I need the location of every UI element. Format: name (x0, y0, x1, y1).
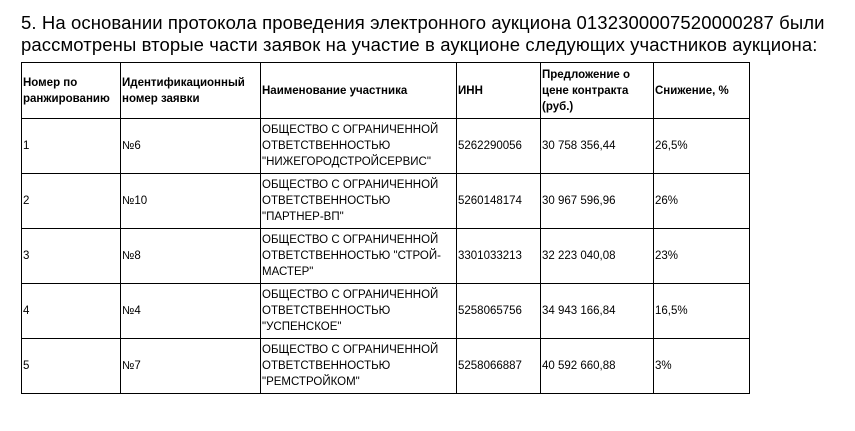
cell-inn: 5258066887 (457, 339, 541, 394)
cell-reduction: 3% (654, 339, 750, 394)
cell-id: №6 (121, 119, 261, 174)
table-row (22, 284, 750, 339)
cell-offer: 40 592 660,88 (541, 339, 654, 394)
table-row (22, 339, 750, 394)
cell-inn: 3301033213 (457, 229, 541, 284)
cell-reduction: 26% (654, 174, 750, 229)
cell-id: №4 (121, 284, 261, 339)
header-offer: Предложение о цене контракта (руб.) (541, 63, 654, 119)
table-header-row (22, 63, 750, 119)
cell-offer: 30 967 596,96 (541, 174, 654, 229)
cell-id: №10 (121, 174, 261, 229)
cell-offer: 34 943 166,84 (541, 284, 654, 339)
cell-name: ОБЩЕСТВО С ОГРАНИЧЕННОЙ ОТВЕТСТВЕННОСТЬЮ "СТРОЙ-МАСТЕР" (261, 229, 457, 284)
cell-name: ОБЩЕСТВО С ОГРАНИЧЕННОЙ ОТВЕТСТВЕННОСТЬЮ "НИЖЕГОРОДСТРОЙСЕРВИС" (261, 119, 457, 174)
table-row (22, 119, 750, 174)
cell-name: ОБЩЕСТВО С ОГРАНИЧЕННОЙ ОТВЕТСТВЕННОСТЬЮ "РЕМСТРОЙКОМ" (261, 339, 457, 394)
cell-inn: 5260148174 (457, 174, 541, 229)
cell-name: ОБЩЕСТВО С ОГРАНИЧЕННОЙ ОТВЕТСТВЕННОСТЬЮ "УСПЕНСКОЕ" (261, 284, 457, 339)
cell-id: №8 (121, 229, 261, 284)
cell-reduction: 16,5% (654, 284, 750, 339)
cell-rank: 1 (22, 119, 121, 174)
header-name: Наименование участника (261, 63, 457, 119)
cell-id: №7 (121, 339, 261, 394)
cell-rank: 3 (22, 229, 121, 284)
header-reduction: Снижение, % (654, 63, 750, 119)
cell-rank: 5 (22, 339, 121, 394)
cell-rank: 4 (22, 284, 121, 339)
cell-name: ОБЩЕСТВО С ОГРАНИЧЕННОЙ ОТВЕТСТВЕННОСТЬЮ "ПАРТНЕР-ВП" (261, 174, 457, 229)
cell-rank: 2 (22, 174, 121, 229)
cell-offer: 32 223 040,08 (541, 229, 654, 284)
intro-paragraph: 5. На основании протокола проведения электронного аукциона 0132300007520000287 были рассмотрены вторые части заявок на участие в аукционе следующих участников аукциона: (21, 12, 825, 55)
cell-reduction: 23% (654, 229, 750, 284)
cell-inn: 5258065756 (457, 284, 541, 339)
cell-inn: 5262290056 (457, 119, 541, 174)
header-inn: ИНН (457, 63, 541, 119)
table-row (22, 174, 750, 229)
header-id: Идентификационный номер заявки (121, 63, 261, 119)
table-row (22, 229, 750, 284)
header-rank: Номер по ранжированию (22, 63, 121, 119)
cell-reduction: 26,5% (654, 119, 750, 174)
participants-table (21, 62, 750, 394)
cell-offer: 30 758 356,44 (541, 119, 654, 174)
